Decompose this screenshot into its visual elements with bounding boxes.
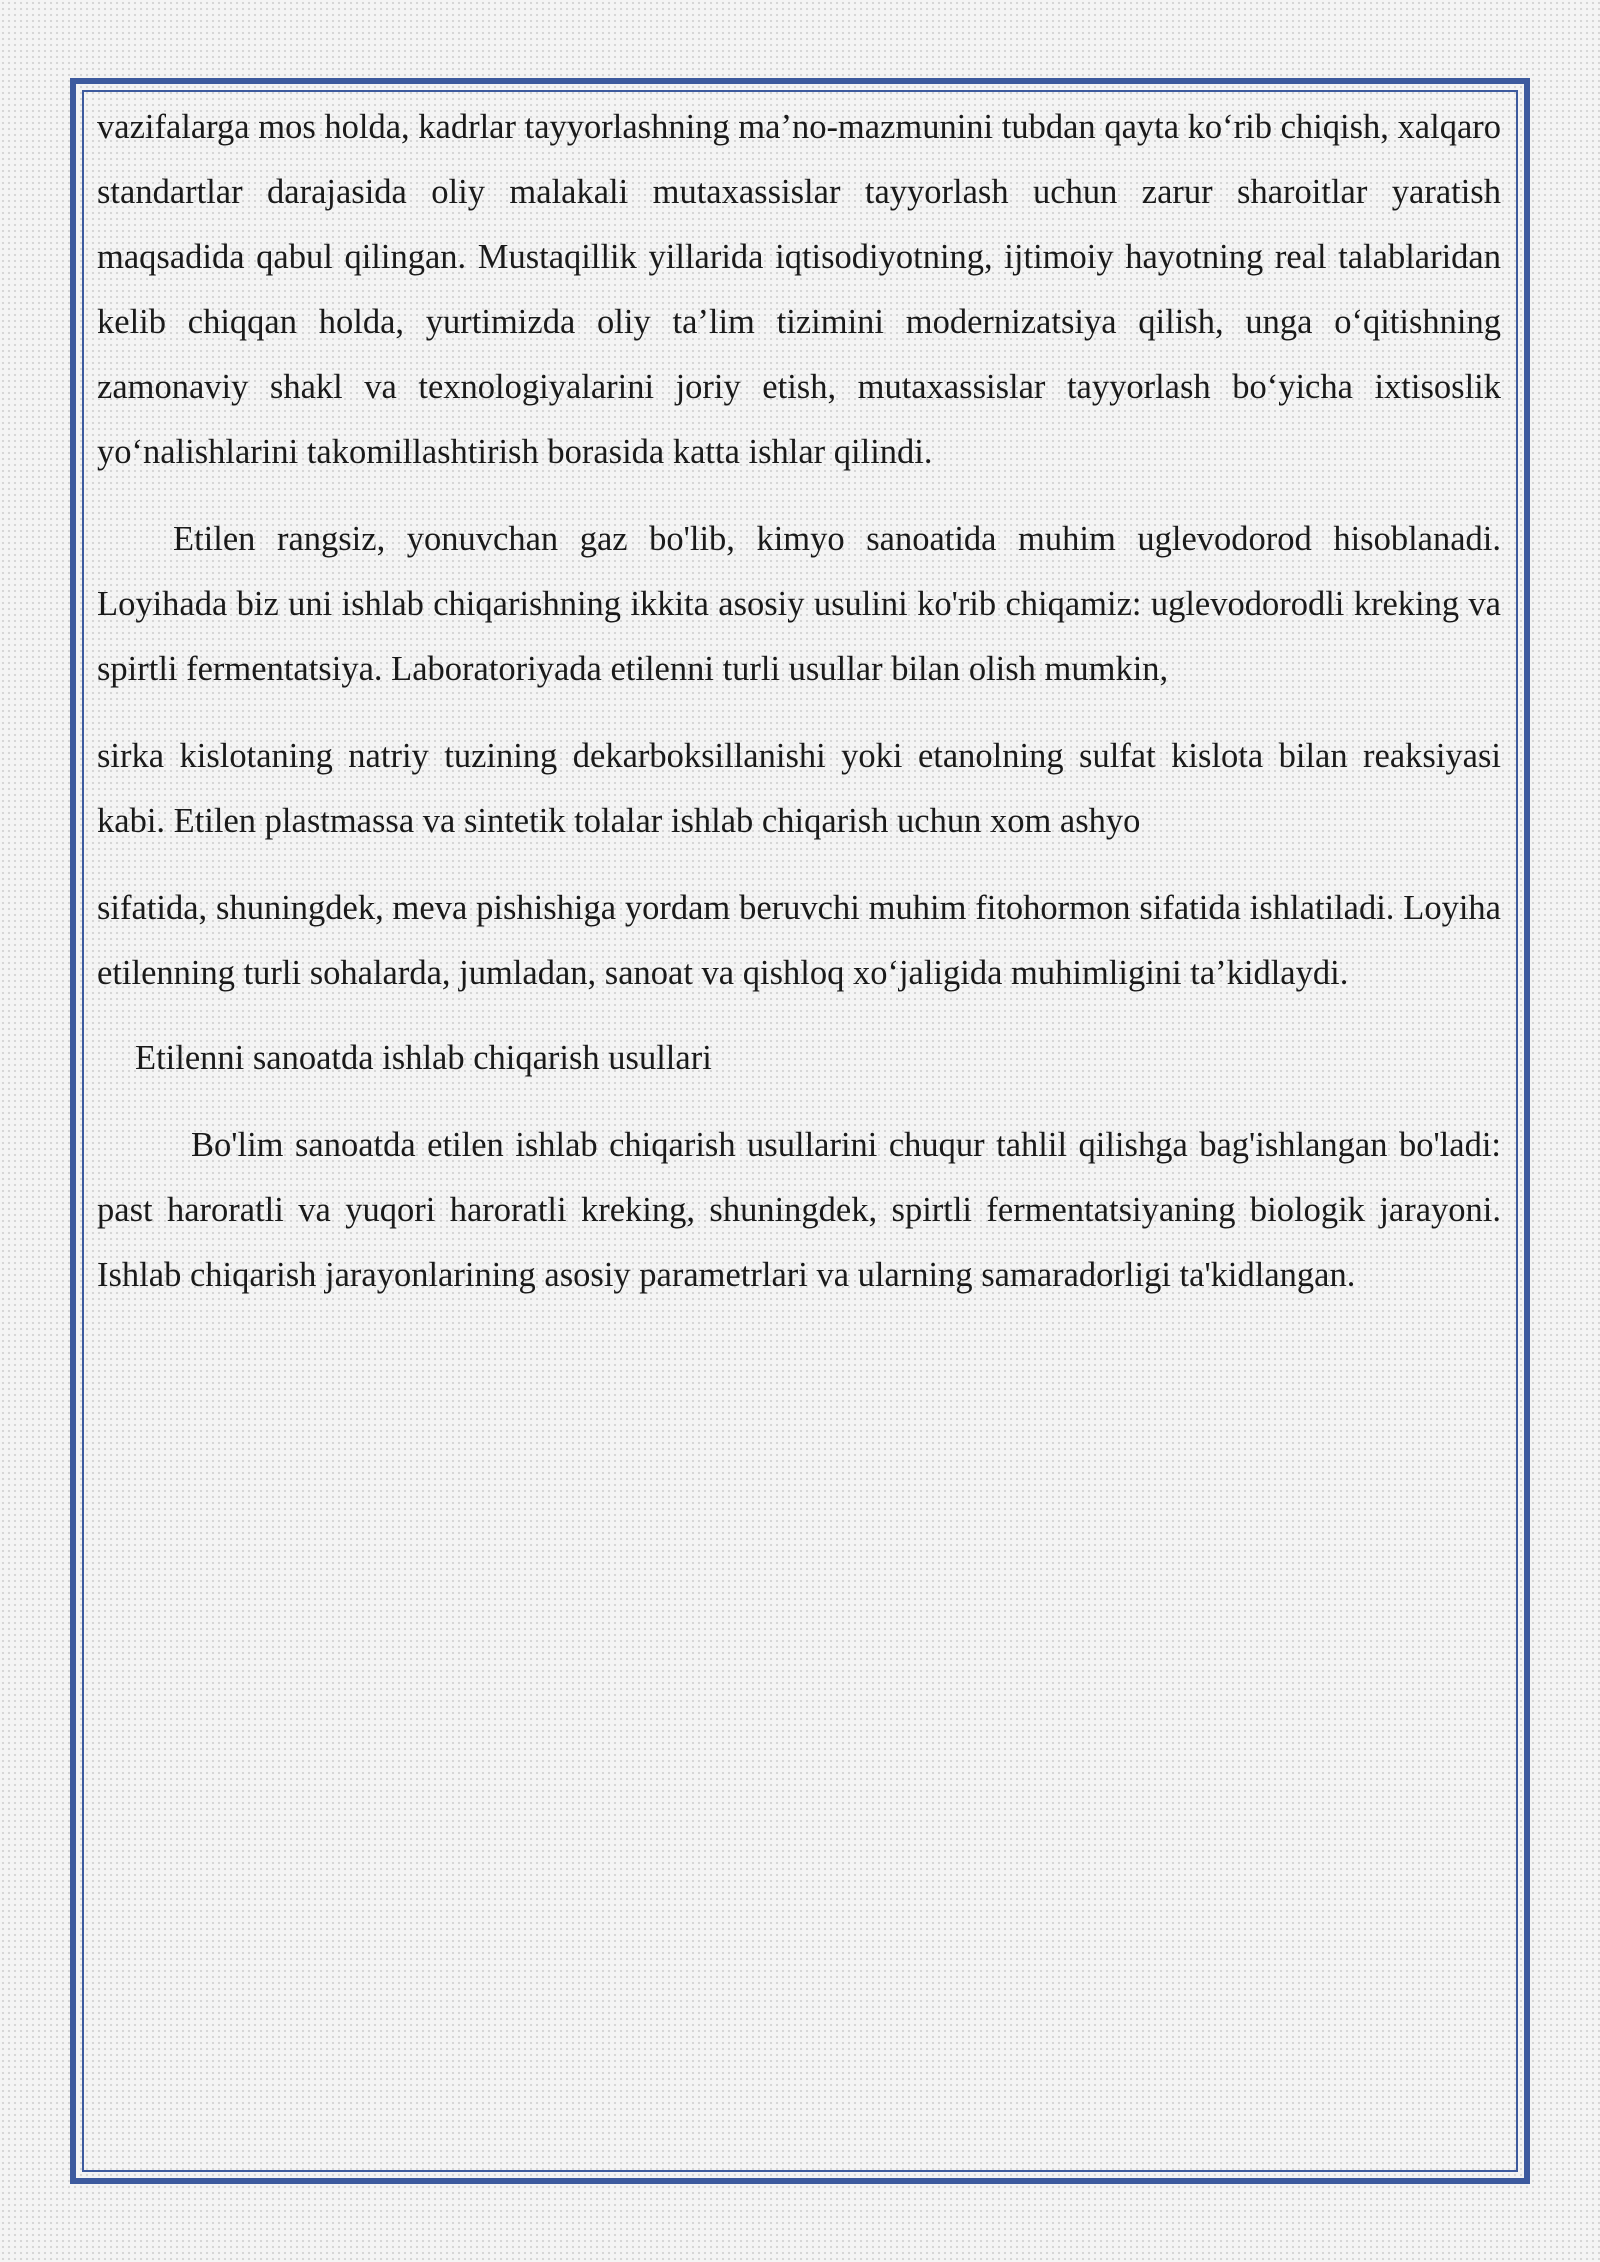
paragraph-ethylene-intro: Etilen rangsiz, yonuvchan gaz bo'lib, kimyo sanoatida muhim uglevodorod hisoblanadi. Loyihada biz uni ishlab chiqarishning ikkita asosiy usulini ko'rib chiqamiz: uglevodorodli kreking va spirtli fermentatsiya. Laboratoriyada etilenni turli usullar bilan olish mumkin, (97, 520, 1501, 688)
paragraph-ethylene-uses: sifatida, shuningdek, meva pishishiga yordam beruvchi muhim fitohormon sifatida ishlatiladi. Loyiha etilenning turli sohalarda, jumladan, sanoat va qishloq xo‘jaligida muhimligini ta’kidlaydi. (97, 889, 1501, 992)
paragraph-lab-methods: sirka kislotaning natriy tuzining dekarboksillanishi yoki etanolning sulfat kislota bilan reaksiyasi kabi. Etilen plastmassa va sintetik tolalar ishlab chiqarish uchun xom ashyo (97, 737, 1501, 840)
paragraph-section-summary: Bo'lim sanoatda etilen ishlab chiqarish usullarini chuqur tahlil qilishga bag'ishlangan bo'ladi: past haroratli va yuqori haroratli kreking, shuningdek, spirtli fermentatsiyaning biologik jarayoni. Ishlab chiqarish jarayonlarining asosiy parametrlari va ularning samaradorligi ta'kidlangan. (97, 1126, 1501, 1294)
document-body (97, 95, 1501, 1308)
paragraph-education-reform: vazifalarga mos holda, kadrlar tayyorlashning ma’no-mazmunini tubdan qayta ko‘rib chiqish, xalqaro standartlar darajasida oliy malakali mutaxassislar tayyorlash uchun zarur sharoitlar yaratish maqsadida qabul qilingan. Mustaqillik yillarida iqtisodiyotning, ijtimoiy hayotning real talablaridan kelib chiqqan holda, yurtimizda oliy ta’lim tizimini modernizatsiya qilish, unga o‘qitishning zamonaviy shakl va texnologiyalarini joriy etish, mutaxassislar tayyorlash bo‘yicha ixtisoslik yo‘nalishlarini takomillashtirish borasida katta ishlar qilindi. (97, 108, 1501, 471)
section-heading: Etilenni sanoatda ishlab chiqarish usullari (135, 1039, 712, 1077)
